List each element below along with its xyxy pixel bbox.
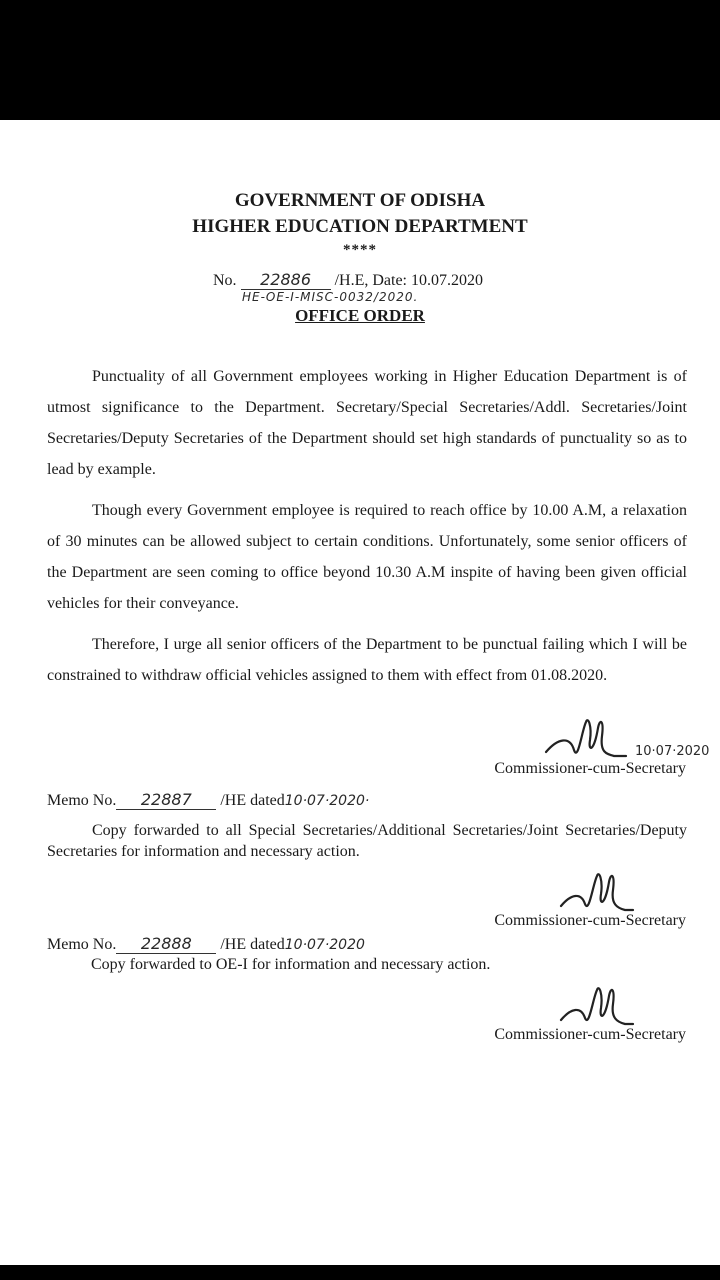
order-number-handwritten: 22886	[241, 270, 331, 290]
signature-3-label: Commissioner-cum-Secretary	[494, 1026, 686, 1043]
signature-2-scribble	[555, 868, 635, 916]
memo-2-prefix: Memo No.	[47, 936, 117, 953]
file-reference-handwritten: HE-OE-I-MISC-0032/2020.	[242, 290, 419, 304]
memo-1-date-handwritten: 10·07·2020·	[284, 793, 370, 809]
signature-1-date-handwritten: 10·07·2020	[635, 744, 710, 759]
header-stars: ****	[343, 242, 377, 258]
memo-1-prefix: Memo No.	[47, 792, 117, 809]
memo-1-number-handwritten: 22887	[116, 790, 216, 810]
header-government: GOVERNMENT OF ODISHA	[234, 190, 486, 211]
memo-2-mid: /HE dated	[220, 936, 285, 953]
order-number-prefix: No.	[213, 272, 237, 289]
signature-2-label: Commissioner-cum-Secretary	[494, 912, 686, 929]
paragraph-1: Punctuality of all Government employees working in Higher Education Department is of utmost significance to the Department. Secretary/Special Secretaries/Addl. Secretaries/Joint Secretaries/Deputy Secretaries of the Department should set high standards of punctuality so as to lead by example.	[47, 368, 687, 478]
order-number-line	[213, 270, 483, 290]
order-number-suffix: /H.E, Date: 10.07.2020	[334, 272, 483, 289]
memo-1-text: Copy forwarded to all Special Secretaries/Additional Secretaries/Joint Secretaries/Deputy Secretaries for information and necessary action.	[47, 822, 687, 860]
memo-2-text: Copy forwarded to OE-I for information and necessary action.	[91, 956, 491, 973]
office-order-title: OFFICE ORDER	[295, 306, 425, 325]
memo-1-mid: /HE dated	[220, 792, 285, 809]
memo-1-line	[47, 790, 369, 810]
document-page	[0, 120, 720, 1265]
paragraph-3: Therefore, I urge all senior officers of the Department to be punctual failing which I will be constrained to withdraw official vehicles assigned to them with effect from 01.08.2020.	[47, 636, 687, 684]
signature-3-scribble	[555, 982, 635, 1030]
memo-2-number-handwritten: 22888	[116, 934, 216, 954]
memo-2-line	[47, 934, 365, 954]
header-department: HIGHER EDUCATION DEPARTMENT	[192, 216, 528, 237]
signature-1-label: Commissioner-cum-Secretary	[494, 760, 686, 777]
memo-2-date-handwritten: 10·07·2020	[284, 937, 365, 953]
signature-1-scribble	[540, 712, 630, 764]
paragraph-2: Though every Government employee is required to reach office by 10.00 A.M, a relaxation of 30 minutes can be allowed subject to certain conditions. Unfortunately, some senior officers of the Department are seen coming to office beyond 10.30 A.M inspite of having been given official vehicles for their conveyance.	[47, 502, 687, 612]
